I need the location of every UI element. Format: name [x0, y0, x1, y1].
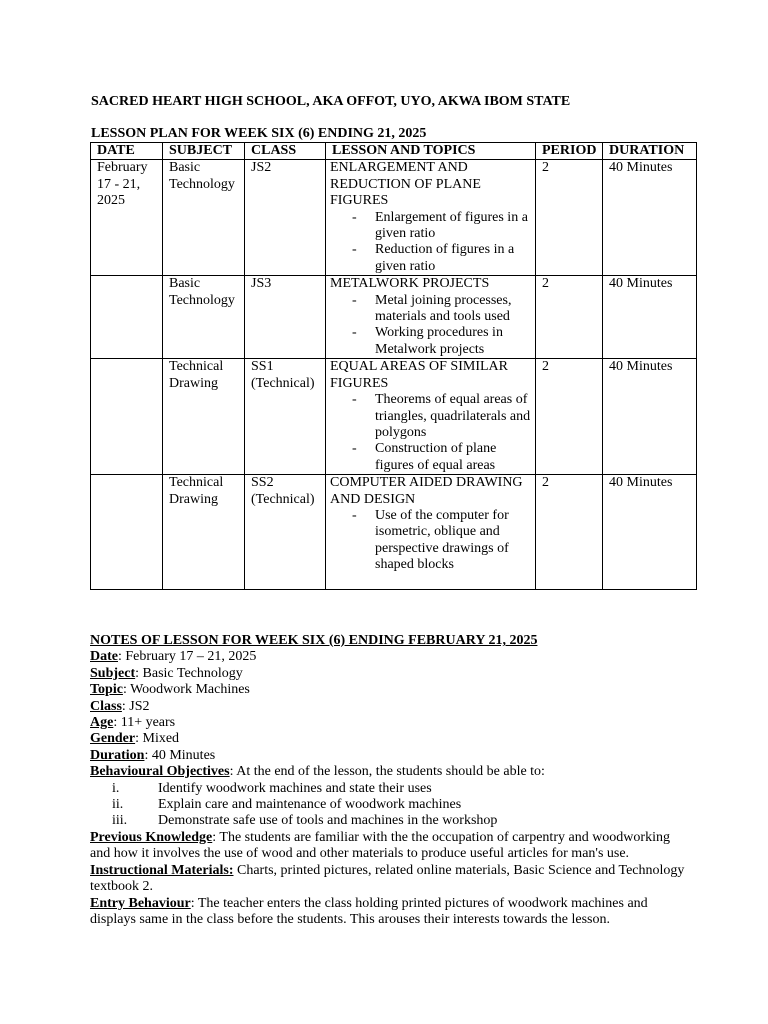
cell-duration: 40 Minutes: [603, 475, 697, 590]
objective-number: i.: [112, 780, 120, 796]
class-value: : JS2: [121, 698, 150, 714]
objectives-label: Behavioural Objectives: [90, 764, 230, 780]
objectives-list: [90, 781, 690, 830]
age-label: Age: [90, 715, 114, 731]
gender-value: : Mixed: [135, 731, 180, 747]
table-header-row: [91, 143, 697, 160]
cell-subject: Basic Technology: [163, 276, 245, 359]
cell-date: [91, 475, 163, 590]
notes-objectives: [90, 764, 690, 780]
cell-class: SS1 (Technical): [245, 359, 326, 475]
cell-period: 2: [536, 475, 603, 590]
cell-date: [91, 276, 163, 359]
objective-item: [90, 781, 690, 797]
col-header-class: CLASS: [245, 143, 326, 160]
cell-duration: 40 Minutes: [603, 276, 697, 359]
subtopic-item: - Construction of plane figures of equal areas: [330, 441, 533, 474]
cell-duration: 40 Minutes: [603, 359, 697, 475]
notes-class: [90, 699, 690, 715]
topic-value: : Woodwork Machines: [122, 682, 250, 698]
notes-entry-behaviour: [90, 896, 690, 929]
table-row: [91, 475, 697, 590]
subtopic-item: - Metal joining processes, materials and tools used: [330, 293, 533, 326]
subject-value: : Basic Technology: [135, 665, 243, 681]
notes-topic: [90, 682, 690, 698]
topic-title: METALWORK PROJECTS: [330, 276, 490, 292]
topic-title: COMPUTER AIDED DRAWING AND DESIGN: [330, 475, 523, 507]
duration-value: : 40 Minutes: [144, 747, 216, 763]
objective-item: [90, 813, 690, 829]
topic-title: ENLARGEMENT AND REDUCTION OF PLANE FIGURES: [330, 160, 481, 209]
subtopic-list: [330, 508, 533, 574]
subtopic-item: - Reduction of figures in a given ratio: [330, 242, 533, 275]
cell-subject: Technical Drawing: [163, 359, 245, 475]
date-value: : February 17 – 21, 2025: [118, 649, 257, 665]
previous-knowledge-label: Previous Knowledge: [90, 829, 213, 845]
cell-topic: [326, 160, 536, 276]
cell-topic: [326, 359, 536, 475]
notes-previous-knowledge: [90, 830, 690, 863]
cell-date: [91, 359, 163, 475]
cell-topic: [326, 475, 536, 590]
subtopic-item: - Theorems of equal areas of triangles, quadrilaterals and polygons: [330, 392, 533, 441]
table-row: [91, 276, 697, 359]
subtopic-list: [330, 293, 533, 359]
lesson-plan-title: LESSON PLAN FOR WEEK SIX (6) ENDING 21, 2025: [91, 126, 427, 141]
materials-value: Charts, printed pictures, related online materials, Basic Science and Technology textbook 2.: [90, 862, 685, 895]
cell-class: SS2 (Technical): [245, 475, 326, 590]
cell-topic: [326, 276, 536, 359]
objectives-value: : At the end of the lesson, the students should be able to:: [229, 764, 545, 780]
subtopic-list: [330, 392, 533, 474]
school-name: SACRED HEART HIGH SCHOOL, AKA OFFOT, UYO, AKWA IBOM STATE: [91, 94, 571, 109]
cell-period: 2: [536, 359, 603, 475]
objective-item: [90, 797, 690, 813]
table-row: [91, 359, 697, 475]
topic-label: Topic: [90, 682, 123, 698]
cell-subject: Basic Technology: [163, 160, 245, 276]
col-header-period: PERIOD: [536, 143, 603, 160]
cell-period: 2: [536, 160, 603, 276]
notes-subject: [90, 666, 690, 682]
notes-duration: [90, 748, 690, 764]
subject-label: Subject: [90, 665, 136, 681]
objective-text: Explain care and maintenance of woodwork machines: [158, 797, 462, 813]
topic-title: EQUAL AREAS OF SIMILAR FIGURES: [330, 359, 508, 391]
objective-text: Demonstrate safe use of tools and machines in the workshop: [158, 813, 498, 829]
col-header-duration: DURATION: [603, 143, 697, 160]
subtopic-list: [330, 210, 533, 276]
previous-knowledge-value: : The students are familiar with the the occupation of carpentry and woodworking and how it involves the use of wood and other materials to produce useful articles for man's use.: [90, 829, 670, 862]
objective-text: Identify woodwork machines and state their uses: [158, 780, 432, 796]
subtopic-item: - Use of the computer for isometric, oblique and perspective drawings of shaped blocks: [330, 508, 533, 574]
class-label: Class: [90, 698, 122, 714]
cell-class: JS3: [245, 276, 326, 359]
notes-age: [90, 715, 690, 731]
subtopic-item: - Enlargement of figures in a given ratio: [330, 210, 533, 243]
cell-subject: Technical Drawing: [163, 475, 245, 590]
col-header-subject: SUBJECT: [163, 143, 245, 160]
col-header-lesson-topics: LESSON AND TOPICS: [326, 143, 536, 160]
gender-label: Gender: [90, 731, 136, 747]
col-header-date: DATE: [91, 143, 163, 160]
entry-behaviour-label: Entry Behaviour: [90, 895, 191, 911]
duration-label: Duration: [90, 747, 145, 763]
date-label: Date: [90, 649, 118, 665]
cell-date: February 17 - 21, 2025: [91, 160, 163, 276]
subtopic-item: - Working procedures in Metalwork projects: [330, 325, 533, 358]
notes-gender: [90, 731, 690, 747]
lesson-notes: [90, 633, 690, 928]
cell-period: 2: [536, 276, 603, 359]
age-value: : 11+ years: [113, 715, 176, 731]
cell-class: JS2: [245, 160, 326, 276]
objective-number: iii.: [112, 813, 128, 829]
lesson-plan-table: [90, 142, 697, 590]
notes-date: [90, 649, 690, 665]
table-row: [91, 160, 697, 276]
cell-duration: 40 Minutes: [603, 160, 697, 276]
notes-heading: NOTES OF LESSON FOR WEEK SIX (6) ENDING FEBRUARY 21, 2025: [90, 633, 538, 648]
materials-label: Instructional Materials:: [90, 862, 234, 878]
objective-number: ii.: [112, 797, 124, 813]
notes-instructional-materials: [90, 863, 690, 896]
entry-behaviour-value: : The teacher enters the class holding printed pictures of woodwork machines and displays same in the class before the students. This arouses their interests towards the lesson.: [90, 895, 648, 927]
